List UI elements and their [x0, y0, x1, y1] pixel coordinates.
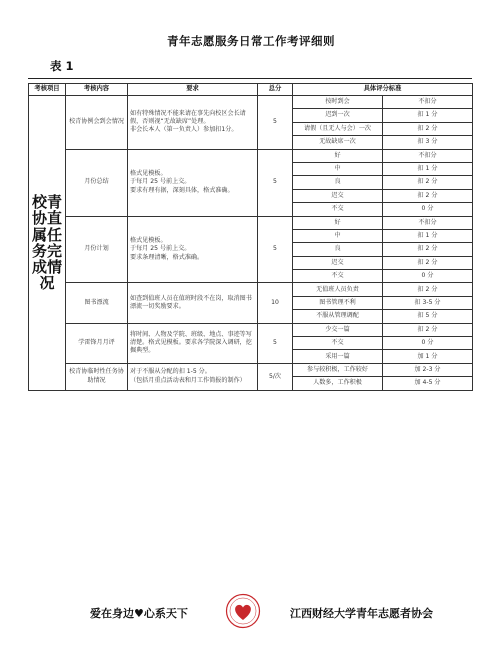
requirement-cell: 格式见模板。 于每月 25 号前上交。 要求有理有据，深刻具体，格式准确。 [128, 149, 258, 216]
criteria-label: 中 [293, 229, 383, 242]
table-header-row [29, 84, 473, 96]
criteria-label: 好 [293, 216, 383, 229]
criteria-deduction: 加 4-5 分 [383, 377, 473, 390]
criteria-deduction: 扣 1 分 [383, 229, 473, 242]
requirement-cell: 将时间、人物及学院、班级、地点、事迹等写清楚。格式见模板。要求各学院深入调研，挖掘典型。 [128, 323, 258, 363]
criteria-deduction: 扣 2 分 [383, 243, 473, 256]
score-cell: 5 [258, 323, 293, 363]
table-row [29, 96, 473, 109]
criteria-label: 迟交 [293, 256, 383, 269]
content-cell: 月份总结 [66, 149, 128, 216]
header-criteria: 具体评分标准 [293, 84, 473, 96]
content-cell: 校青协临时性任务协助情况 [66, 363, 128, 390]
requirement-cell: 如查到值班人员在值班时段不在岗，取消图书漂流一切奖励要求。 [128, 283, 258, 323]
requirement-cell: 如有特殊情况不能来请在事先向校区会长请假，否则视“无故缺席”处理。 非会长本人（第一负责人）参加扣1分。 [128, 96, 258, 150]
criteria-label: 迟交 [293, 189, 383, 202]
score-cell: 5 [258, 96, 293, 150]
header-requirement: 要求 [128, 84, 258, 96]
table-row [29, 323, 473, 336]
association-logo [225, 593, 261, 629]
criteria-deduction: 扣 2 分 [383, 122, 473, 135]
criteria-deduction: 扣 5 分 [383, 310, 473, 323]
criteria-deduction: 不扣分 [383, 149, 473, 162]
criteria-label: 不交 [293, 270, 383, 283]
document-title: 青年志愿服务日常工作考评细则 [167, 34, 335, 48]
criteria-label: 好 [293, 149, 383, 162]
criteria-label: 采用一篇 [293, 350, 383, 363]
criteria-label: 参与较积极，工作较好 [293, 363, 383, 376]
criteria-deduction: 扣 3 分 [383, 136, 473, 149]
criteria-deduction: 不扣分 [383, 96, 473, 109]
footer-organization: 江西财经大学青年志愿者协会 [290, 607, 433, 620]
criteria-deduction: 扣 3-5 分 [383, 296, 473, 309]
criteria-deduction: 扣 1 分 [383, 109, 473, 122]
header-content: 考核内容 [66, 84, 128, 96]
criteria-label: 请假（且无人与会）一次 [293, 122, 383, 135]
table-row [29, 216, 473, 229]
footer-slogan: 爱在身边♥心系天下 [90, 607, 188, 620]
criteria-deduction: 扣 2 分 [383, 256, 473, 269]
header-score: 总分 [258, 84, 293, 96]
header-rule [28, 78, 472, 79]
score-cell: 5 [258, 216, 293, 283]
criteria-deduction: 扣 2 分 [383, 283, 473, 296]
content-cell: 校青协例会到会情况 [66, 96, 128, 150]
content-cell: 学雷锋月月评 [66, 323, 128, 363]
criteria-label: 无故缺席一次 [293, 136, 383, 149]
evaluation-table [28, 83, 473, 391]
score-cell: 5 [258, 149, 293, 216]
criteria-deduction: 扣 2 分 [383, 176, 473, 189]
category-cell: 校青协直属任务完成情况 [29, 96, 66, 391]
table-row [29, 283, 473, 296]
criteria-deduction: 加 1 分 [383, 350, 473, 363]
table-label: 表 1 [50, 59, 74, 73]
criteria-deduction: 0 分 [383, 337, 473, 350]
criteria-deduction: 扣 2 分 [383, 323, 473, 336]
criteria-deduction: 扣 2 分 [383, 189, 473, 202]
criteria-deduction: 0 分 [383, 270, 473, 283]
table-row [29, 149, 473, 162]
criteria-label: 不服从管理调配 [293, 310, 383, 323]
requirement-cell: 对于不服从分配的扣 1-5 分。 （包括月重点活动表和月工作简报的制作） [128, 363, 258, 390]
criteria-label: 不交 [293, 337, 383, 350]
criteria-deduction: 扣 1 分 [383, 162, 473, 175]
criteria-label: 中 [293, 162, 383, 175]
criteria-deduction: 不扣分 [383, 216, 473, 229]
criteria-deduction: 加 2-3 分 [383, 363, 473, 376]
criteria-label: 迟到一次 [293, 109, 383, 122]
criteria-label: 图书管理不利 [293, 296, 383, 309]
criteria-deduction: 0 分 [383, 203, 473, 216]
criteria-label: 按时到会 [293, 96, 383, 109]
criteria-label: 无值班人员负责 [293, 283, 383, 296]
requirement-cell: 格式见模板。 于每月 25 号前上交。 要求条理清晰，格式准确。 [128, 216, 258, 283]
criteria-label: 不交 [293, 203, 383, 216]
header-category: 考核项目 [29, 84, 66, 96]
content-cell: 图书漂流 [66, 283, 128, 323]
criteria-label: 少交一篇 [293, 323, 383, 336]
criteria-label: 良 [293, 176, 383, 189]
criteria-label: 良 [293, 243, 383, 256]
criteria-label: 人数多，工作积极 [293, 377, 383, 390]
table-row [29, 363, 473, 376]
content-cell: 月份计划 [66, 216, 128, 283]
score-cell: 5/次 [258, 363, 293, 390]
score-cell: 10 [258, 283, 293, 323]
